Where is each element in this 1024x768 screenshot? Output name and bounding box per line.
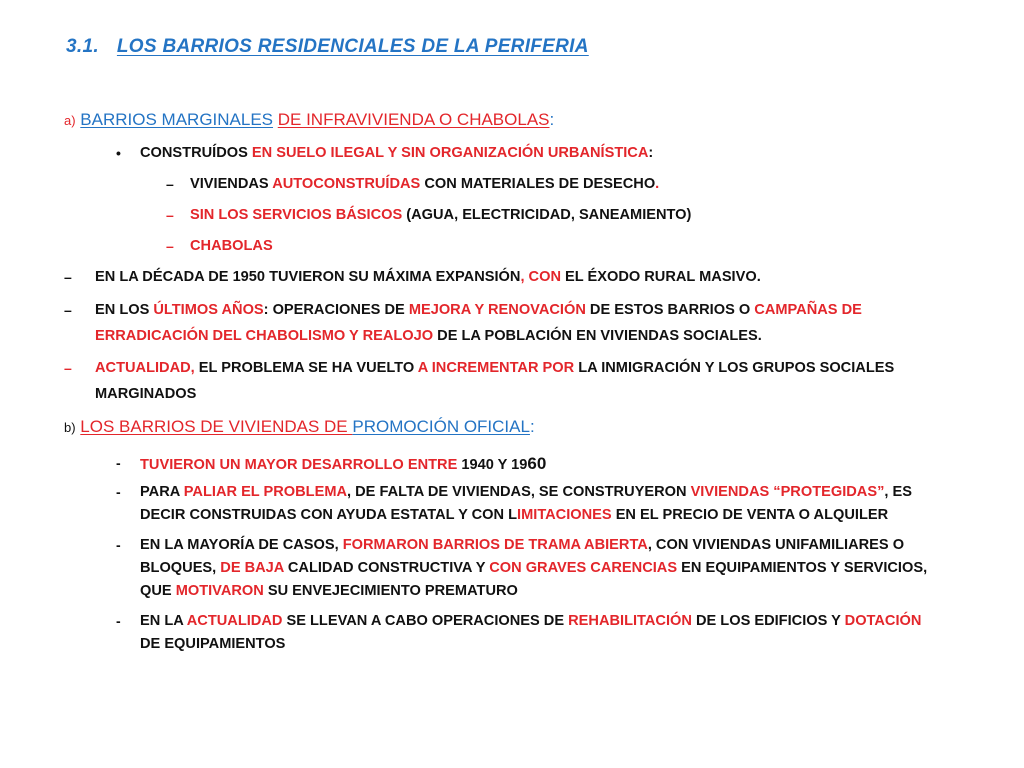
slide-title bbox=[66, 36, 589, 58]
b-i2-l2b: IMITACIONES bbox=[517, 507, 612, 523]
b-i1-t1: TUVIERON UN MAYOR DESARROLLO ENTRE bbox=[140, 457, 458, 473]
section-a-part1: BARRIOS MARGINALES bbox=[80, 110, 274, 129]
a-dash2-l1f: CAMPAÑAS DE bbox=[754, 302, 862, 318]
b-i2-l2a: DECIR CONSTRUIDAS CON AYUDA ESTATAL Y CON L bbox=[140, 507, 518, 523]
b-i3-l2c: CALIDAD CONSTRUCTIVA Y bbox=[283, 560, 490, 576]
a-sub2-t1: SIN LOS SERVICIOS BÁSICOS bbox=[190, 207, 403, 223]
a-dash2-l1e: DE ESTOS BARRIOS O bbox=[585, 302, 755, 318]
section-b-colon: : bbox=[529, 417, 535, 436]
section-b-part2: PROMOCIÓN OFICIAL bbox=[352, 417, 530, 436]
a-dash2-l1a: EN LOS bbox=[95, 302, 154, 318]
b-i4-l1c: SE LLEVAN A CABO OPERACIONES DE bbox=[282, 613, 569, 629]
b-i2-l1e: , ES bbox=[884, 484, 912, 500]
a-dash-item-3-line1 bbox=[95, 356, 894, 381]
b-i4-l2: DE EQUIPAMIENTOS bbox=[140, 636, 286, 652]
a-dash2-l1b: ÚLTIMOS AÑOS bbox=[153, 302, 264, 318]
a-dash3-l2: MARGINADOS bbox=[95, 386, 197, 402]
dash-marker: - bbox=[116, 455, 121, 471]
a-sub1-t3: CON MATERIALES DE DESECHO bbox=[420, 176, 656, 192]
dash-marker: – bbox=[166, 176, 174, 192]
b-i2-l1a: PARA bbox=[140, 484, 184, 500]
a-bullet-t2: EN SUELO ILEGAL Y SIN ORGANIZACIÓN URBANÍSTICA bbox=[251, 145, 649, 161]
a-sub1-t4: . bbox=[655, 176, 660, 192]
a-sub-item-1 bbox=[190, 172, 659, 197]
b-i3-l3b: MOTIVARON bbox=[175, 583, 264, 599]
b-i2-l1d: VIVIENDAS “PROTEGIDAS” bbox=[690, 484, 885, 500]
a-dash-item-3-line2 bbox=[95, 382, 196, 407]
b-i2-l1c: , DE FALTA DE VIVIENDAS, SE CONSTRUYERON bbox=[347, 484, 691, 500]
a-sub2-t2: (AGUA, ELECTRICIDAD, SANEAMIENTO) bbox=[402, 207, 692, 223]
b-item-3-line1 bbox=[140, 533, 904, 558]
b-i2-l2c: EN EL PRECIO DE VENTA O ALQUILER bbox=[611, 507, 889, 523]
a-dash-item-2-line2 bbox=[95, 324, 762, 349]
a-dash3-l1c: A INCREMENTAR POR bbox=[417, 360, 575, 376]
a-dash-item-2-line1 bbox=[95, 298, 862, 323]
b-i3-l1a: EN LA MAYORÍA DE CASOS, bbox=[140, 537, 343, 553]
b-item-3-line3 bbox=[140, 579, 518, 604]
section-b-part1: LOS BARRIOS DE VIVIENDAS DE bbox=[80, 417, 353, 436]
b-item-4-line2 bbox=[140, 632, 285, 657]
title-text: LOS BARRIOS RESIDENCIALES DE LA PERIFERIA bbox=[116, 36, 589, 57]
dash-marker: - bbox=[116, 537, 121, 553]
a-dash2-l1c: : OPERACIONES DE bbox=[263, 302, 409, 318]
b-i2-l1b: PALIAR EL PROBLEMA bbox=[183, 484, 348, 500]
b-i4-l1f: DOTACIÓN bbox=[844, 613, 922, 629]
a-dash-item-1 bbox=[95, 265, 761, 290]
section-b-heading bbox=[64, 414, 535, 441]
a-sub-item-3 bbox=[190, 234, 273, 259]
section-a-heading bbox=[64, 107, 554, 134]
a-sub3-t1: CHABOLAS bbox=[190, 238, 273, 254]
b-item-3-line2 bbox=[140, 556, 927, 581]
b-i4-l1a: EN LA bbox=[140, 613, 187, 629]
b-i4-l1b: ACTUALIDAD bbox=[186, 613, 283, 629]
a-sub-item-2 bbox=[190, 203, 691, 228]
b-i4-l1d: REHABILITACIÓN bbox=[568, 613, 692, 629]
a-dash1-t2: , CON bbox=[520, 269, 561, 285]
a-sub1-t1: VIVIENDAS bbox=[190, 176, 273, 192]
b-i3-l1c: , CON VIVIENDAS UNIFAMILIARES O bbox=[647, 537, 905, 553]
section-a-label: a) bbox=[64, 113, 76, 128]
section-a-colon: : bbox=[549, 110, 555, 129]
b-i1-t2: 1940 Y 19 bbox=[457, 457, 528, 473]
a-sub1-t2: AUTOCONSTRUÍDAS bbox=[272, 176, 421, 192]
bullet-marker: • bbox=[116, 145, 121, 161]
b-i3-l2d: CON GRAVES CARENCIAS bbox=[489, 560, 678, 576]
a-bullet-t3: : bbox=[648, 145, 654, 161]
dash-marker: – bbox=[166, 207, 174, 223]
a-dash1-t1: EN LA DÉCADA DE 1950 TUVIERON SU MÁXIMA EXPANSIÓN bbox=[95, 269, 521, 285]
dash-marker: – bbox=[64, 302, 72, 318]
a-dash2-l2b: DE LA POBLACIÓN EN VIVIENDAS SOCIALES. bbox=[433, 328, 762, 344]
b-item-4-line1 bbox=[140, 609, 921, 634]
b-i3-l1b: FORMARON BARRIOS DE TRAMA ABIERTA bbox=[342, 537, 648, 553]
a-bullet-line bbox=[140, 141, 653, 166]
b-i1-t3: 60 bbox=[527, 454, 547, 473]
a-bullet-t1: CONSTRUÍDOS bbox=[140, 145, 252, 161]
dash-marker: - bbox=[116, 613, 121, 629]
b-i4-l1e: DE LOS EDIFICIOS Y bbox=[691, 613, 845, 629]
b-item-2-line2 bbox=[140, 503, 888, 528]
section-b-label: b) bbox=[64, 420, 76, 435]
dash-marker: – bbox=[166, 238, 174, 254]
b-i3-l3a: QUE bbox=[140, 583, 176, 599]
b-i3-l2e: EN EQUIPAMIENTOS Y SERVICIOS, bbox=[677, 560, 928, 576]
a-dash2-l2a: ERRADICACIÓN DEL CHABOLISMO Y REALOJO bbox=[95, 328, 434, 344]
dash-marker: – bbox=[64, 269, 72, 285]
b-item-1 bbox=[140, 451, 546, 478]
b-i3-l2b: DE BAJA bbox=[220, 560, 284, 576]
a-dash2-l1d: MEJORA Y RENOVACIÓN bbox=[408, 302, 586, 318]
b-i3-l2a: BLOQUES, bbox=[140, 560, 221, 576]
b-item-2-line1 bbox=[140, 480, 912, 505]
dash-marker: - bbox=[116, 484, 121, 500]
title-number: 3.1. bbox=[66, 36, 99, 57]
a-dash3-l1d: LA INMIGRACIÓN Y LOS GRUPOS SOCIALES bbox=[574, 360, 895, 376]
a-dash1-t3: EL ÉXODO RURAL MASIVO. bbox=[561, 269, 761, 285]
b-i3-l3c: SU ENVEJECIMIENTO PREMATURO bbox=[263, 583, 518, 599]
a-dash3-l1b: EL PROBLEMA SE HA VUELTO bbox=[194, 360, 418, 376]
section-a-part2: DE INFRAVIVIENDA O CHABOLAS bbox=[277, 110, 550, 129]
a-dash3-l1a: ACTUALIDAD, bbox=[95, 360, 195, 376]
dash-marker: – bbox=[64, 360, 72, 376]
